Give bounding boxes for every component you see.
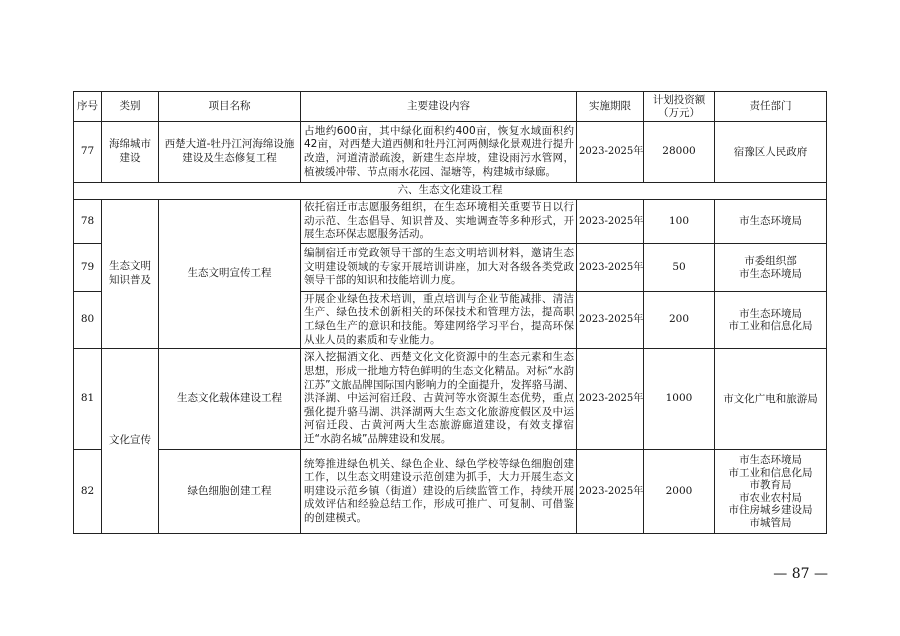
header-period: 实施期限 [577, 92, 644, 122]
dept-line: 市工业和信息化局 [728, 320, 813, 332]
header-content: 主要建设内容 [301, 92, 577, 122]
row-period: 2023-2025年 [577, 122, 644, 183]
row-period: 2023-2025年 [577, 450, 644, 534]
header-row [74, 92, 827, 122]
table-row [74, 349, 827, 450]
row-investment: 200 [644, 292, 715, 349]
dept-line: 市生态环境局 [739, 267, 802, 280]
row-project-name: 绿色细胞创建工程 [159, 450, 301, 534]
row-period: 2023-2025年 [577, 349, 644, 450]
project-table [73, 91, 827, 534]
row-seq: 81 [74, 349, 102, 450]
row-content: 统筹推进绿色机关、绿色企业、绿色学校等绿色细胞创建工作，以生态文明建设示范创建为抓手，大力开展生态文明建设示范乡镇（街道）建设的后续监管工作，持续开展成效评估和经验总结工作，形成可推广、可复制、可借鉴的创建模式。 [301, 450, 577, 534]
row-investment: 1000 [644, 349, 715, 450]
row-content: 深入挖掘酒文化、西楚文化文化资源中的生态元素和生态思想，形成一批地方特色鲜明的生态文化精品。对标“水韵江苏”文旅品牌国际国内影响力的全面提升，发挥骆马湖、洪泽湖、中运河宿迁段、古黄河等水资源生态优势，重点强化提升骆马湖、洪泽湖两大生态文化旅游度假区及中运河宿迁段、古黄河两大生态旅游廊道建设，有效支撑宿迁“水韵名城”品牌建设和发展。 [301, 349, 577, 450]
dept-line: 市文化广电和旅游局 [723, 392, 818, 405]
dept-line: 市生态环境局 [739, 454, 802, 466]
row-seq: 77 [74, 122, 102, 183]
row-seq: 80 [74, 292, 102, 349]
row-category: 生态文明知识普及 [102, 200, 159, 349]
table-row [74, 200, 827, 244]
row-investment: 50 [644, 244, 715, 292]
row-category: 文化宣传 [102, 349, 159, 534]
header-seq: 序号 [74, 92, 102, 122]
row-dept [715, 244, 827, 292]
row-investment: 28000 [644, 122, 715, 183]
row-seq: 79 [74, 244, 102, 292]
row-content: 开展企业绿色技术培训，重点培训与企业节能减排、清洁生产、绿色技术创新相关的环保技术和管理方法，提高职工绿色生产的意识和技能。筹建网络学习平台，提高环保从业人员的素质和专业能力。 [301, 292, 577, 349]
row-project-name: 生态文化载体建设工程 [159, 349, 301, 450]
dept-line: 市住房城乡建设局 [728, 504, 813, 516]
header-investment: 计划投资额（万元） [644, 92, 715, 122]
header-name: 项目名称 [159, 92, 301, 122]
row-seq: 82 [74, 450, 102, 534]
row-dept [715, 349, 827, 450]
row-dept [715, 450, 827, 534]
row-period: 2023-2025年 [577, 292, 644, 349]
section-title: 六、生态文化建设工程 [74, 183, 827, 200]
row-investment: 100 [644, 200, 715, 244]
dept-line: 市生态环境局 [739, 307, 802, 320]
dept-line: 市工业和信息化局 [728, 466, 813, 479]
page-number: — 87 — [773, 566, 828, 582]
row-seq: 78 [74, 200, 102, 244]
row-dept [715, 292, 827, 349]
dept-line: 市教育局 [749, 479, 792, 491]
section-row [74, 183, 827, 200]
table-row [74, 450, 827, 534]
dept-line: 市生态环境局 [739, 215, 802, 228]
dept-line: 宿豫区人民政府 [733, 145, 808, 158]
table-row [74, 122, 827, 183]
dept-line: 市委组织部 [744, 255, 797, 267]
dept-line: 市城管局 [749, 516, 792, 529]
row-dept [715, 200, 827, 244]
row-period: 2023-2025年 [577, 244, 644, 292]
row-project-name: 生态文明宣传工程 [159, 200, 301, 349]
row-category: 海绵城市建设 [102, 122, 159, 183]
row-content: 占地约600亩，其中绿化面积约400亩，恢复水域面积约42亩，对西楚大道西侧和牡丹江河两侧绿化景观进行提升改造，河道清淤疏浚，新建生态岸坡，建设雨污水管网，植被缓冲带、节点雨水花园、湿塘等，构建城市绿廊。 [301, 122, 577, 183]
header-category: 类别 [102, 92, 159, 122]
row-period: 2023-2025年 [577, 200, 644, 244]
row-content: 编制宿迁市党政领导干部的生态文明培训材料，邀请生态文明建设领域的专家开展培训讲座，加大对各级各类党政领导干部的知识和技能培训力度。 [301, 244, 577, 292]
row-project-name: 西楚大道-牡丹江河海绵设施建设及生态修复工程 [159, 122, 301, 183]
row-dept [715, 122, 827, 183]
dept-line: 市农业农村局 [739, 491, 802, 504]
header-dept: 责任部门 [715, 92, 827, 122]
row-investment: 2000 [644, 450, 715, 534]
row-content: 依托宿迁市志愿服务组织，在生态环境相关重要节日以行动示范、生态倡导、知识普及、实地调查等多种形式，开展生态环保志愿服务活动。 [301, 200, 577, 244]
